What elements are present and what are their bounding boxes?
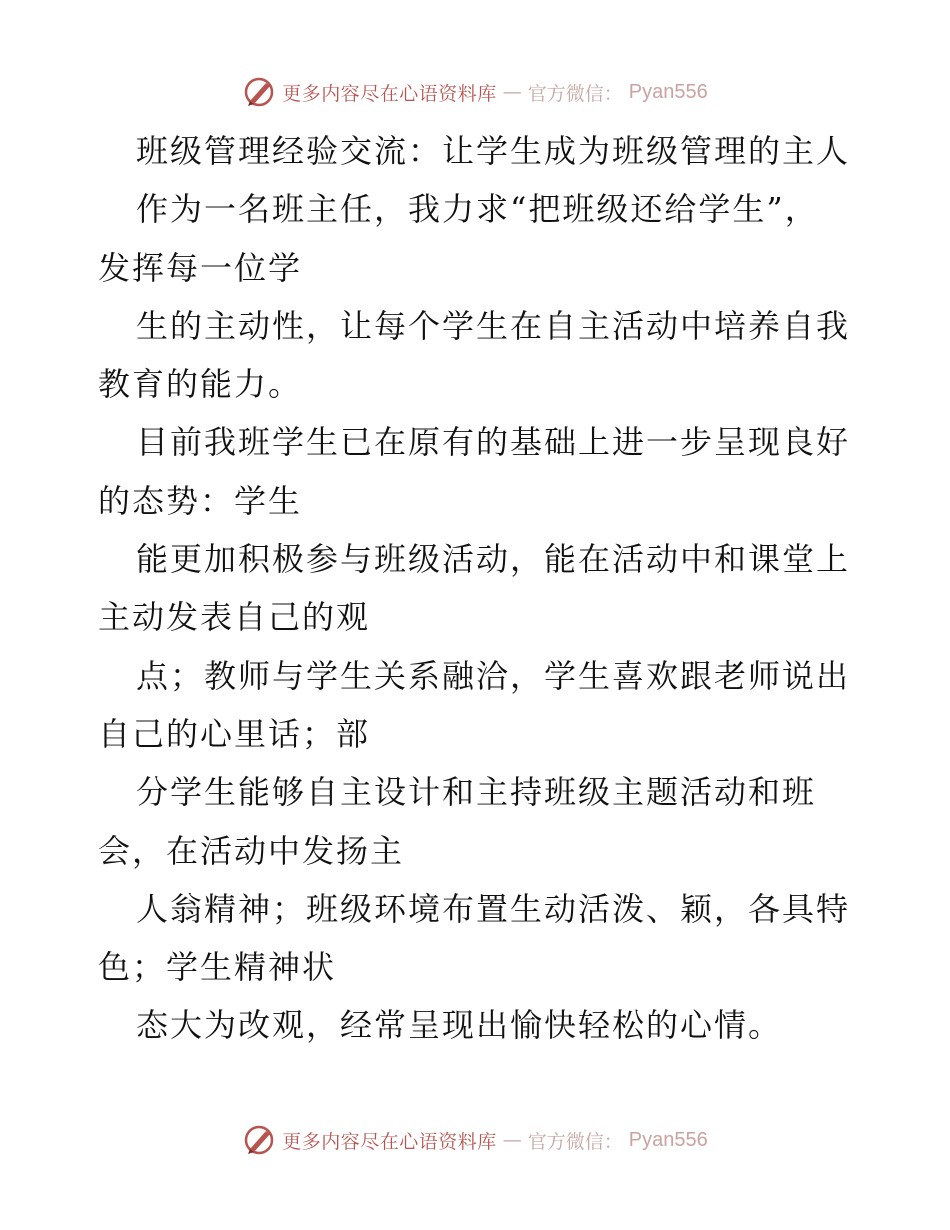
paragraph-line: 生的主动性，让每个学生在自主活动中培养自我 [136, 306, 851, 345]
paragraph-line: 分学生能够自主设计和主持班级主题活动和班 [136, 773, 817, 812]
paragraph-line: 主动发表自己的观 [98, 598, 371, 637]
paragraph-line: 色；学生精神状 [98, 948, 337, 987]
paragraph-line: 教育的能力。 [98, 365, 303, 404]
watermark-id: Pyan556 [628, 80, 708, 103]
paragraph-line: 点；教师与学生关系融洽，学生喜欢跟老师说出 [136, 656, 851, 695]
header-watermark [0, 72, 950, 112]
paragraph-line: 发挥每一位学 [98, 248, 303, 287]
pen-in-circle-icon [242, 1123, 276, 1157]
pen-in-circle-icon [242, 75, 276, 109]
paragraph-line: 自己的心里话；部 [98, 714, 371, 753]
document-body [98, 122, 858, 1055]
paragraph-line: 作为一名班主任，我力求“把班级还给学生”， [136, 190, 819, 229]
paragraph-line: 态大为改观，经常呈现出愉快轻松的心情。 [136, 1006, 783, 1045]
paragraph-line: 人翁精神；班级环境布置生动活泼、颖，各具特 [136, 889, 851, 928]
paragraph-line: 目前我班学生已在原有的基础上进一步呈现良好 [136, 423, 851, 462]
paragraph-line: 的态势：学生 [98, 481, 303, 520]
watermark-label: 官方微信： [527, 1130, 623, 1153]
watermark-id: Pyan556 [628, 1128, 708, 1151]
watermark-text: 更多内容尽在心语资料库 [282, 1130, 497, 1153]
document-title: 班级管理经验交流：让学生成为班级管理的主人 [136, 132, 851, 170]
watermark-label: 官方微信： [527, 82, 623, 105]
paragraph-line: 会，在活动中发扬主 [98, 831, 405, 870]
watermark-dash: — [502, 1129, 522, 1151]
footer-watermark [0, 1120, 950, 1160]
watermark-text: 更多内容尽在心语资料库 [282, 82, 497, 105]
watermark-dash: — [502, 81, 522, 103]
paragraph-line: 能更加积极参与班级活动，能在活动中和课堂上 [136, 540, 851, 579]
